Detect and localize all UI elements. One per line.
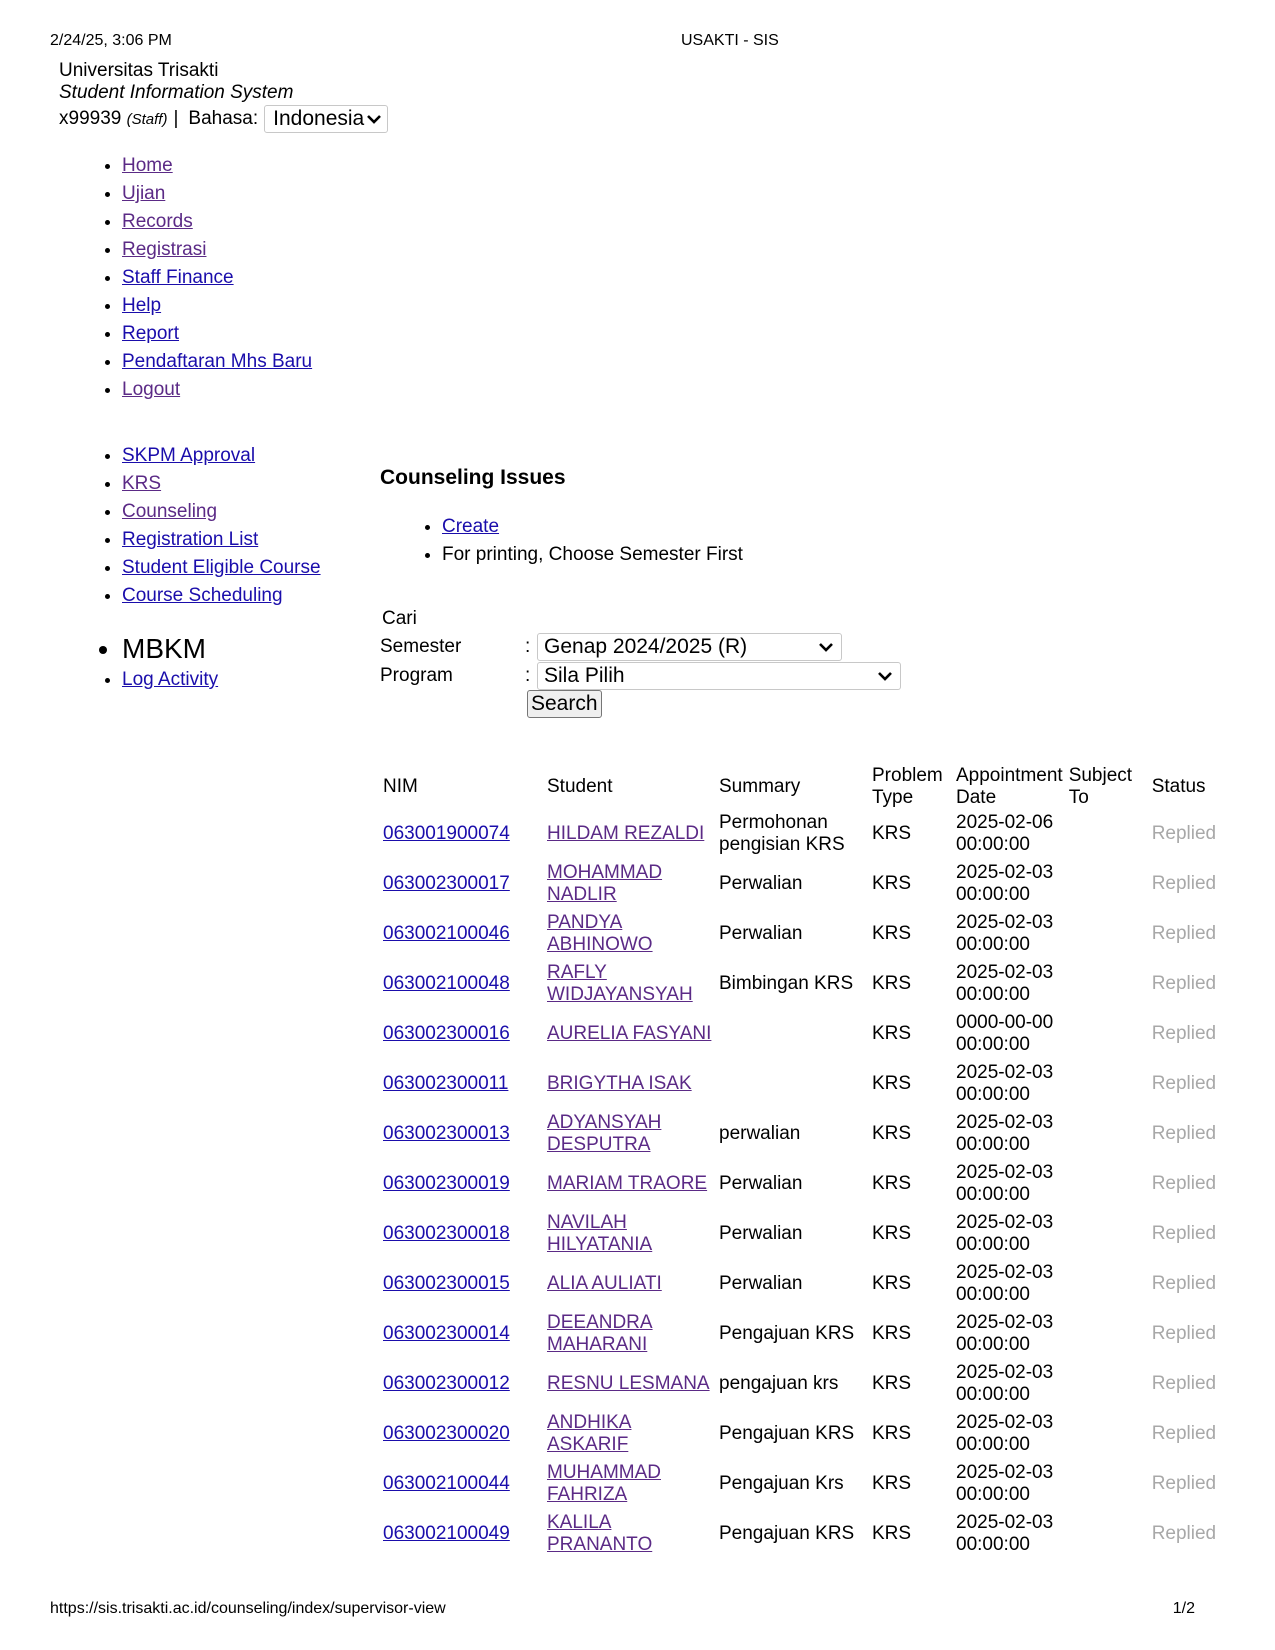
cell-status-text: Replied — [1151, 1073, 1217, 1094]
nim-link[interactable]: 063002100048 — [383, 973, 510, 994]
table-row — [380, 809, 1235, 859]
cell-problem-type — [869, 1359, 953, 1409]
cell-student — [544, 1309, 716, 1359]
cell-summary-text: Permohonan pengisian KRS — [719, 812, 845, 855]
nav-item-help — [122, 292, 312, 320]
cell-problem-type — [869, 1109, 953, 1159]
table-row — [380, 1459, 1235, 1509]
nim-link[interactable]: 063002300015 — [383, 1273, 510, 1294]
sub-nav-item-registration-list — [122, 526, 321, 554]
table-row — [380, 1509, 1235, 1559]
cell-subject-to — [1066, 1359, 1149, 1409]
cell-summary-text: Perwalian — [719, 1273, 803, 1294]
cell-problem-type-text: KRS — [872, 923, 912, 944]
cell-appointment-date-text: 2025-02-03 00:00:00 — [956, 1312, 1054, 1355]
cell-student — [544, 1059, 716, 1109]
cell-appointment-date-text: 2025-02-03 00:00:00 — [956, 1162, 1054, 1205]
nim-link[interactable]: 063002100044 — [383, 1473, 510, 1494]
table-row — [380, 1159, 1235, 1209]
print-note: For printing, Choose Semester First — [442, 544, 743, 565]
cell-subject-to — [1066, 1009, 1149, 1059]
create-link[interactable]: Create — [442, 516, 500, 537]
cell-appointment-date-text: 2025-02-03 00:00:00 — [956, 1062, 1054, 1105]
cell-student — [544, 859, 716, 909]
cell-appointment-date — [953, 1509, 1066, 1559]
cell-appointment-date — [953, 1209, 1066, 1259]
student-link[interactable]: KALILA PRANANTO — [547, 1512, 653, 1555]
cell-status-text: Replied — [1151, 1223, 1217, 1244]
cell-subject-to — [1066, 909, 1149, 959]
sub-nav-item-course-scheduling — [122, 582, 321, 610]
cell-appointment-date — [953, 1359, 1066, 1409]
semester-label: Semester — [380, 636, 462, 657]
cell-status — [1149, 1159, 1235, 1209]
cell-status-text: Replied — [1151, 1523, 1217, 1544]
nim-link[interactable]: 063002300019 — [383, 1173, 510, 1194]
cell-nim — [380, 1359, 544, 1409]
print-footer — [50, 1600, 1225, 1622]
cell-appointment-date-text: 2025-02-03 00:00:00 — [956, 1262, 1054, 1305]
cell-summary — [716, 859, 869, 909]
cell-problem-type — [869, 809, 953, 859]
cell-status — [1149, 809, 1235, 859]
nim-link[interactable]: 063002300012 — [383, 1373, 510, 1394]
nav-item-records — [122, 208, 312, 236]
cell-summary — [716, 1209, 869, 1259]
cell-subject-to — [1066, 1109, 1149, 1159]
nim-link[interactable]: 063002300018 — [383, 1223, 510, 1244]
cell-status-text: Replied — [1151, 1123, 1217, 1144]
cell-status-text: Replied — [1151, 923, 1217, 944]
cell-status — [1149, 1109, 1235, 1159]
cell-summary-text: pengajuan krs — [719, 1373, 839, 1394]
student-link[interactable]: HILDAM REZALDI — [547, 823, 705, 844]
sub-nav-link-krs[interactable]: KRS — [122, 473, 162, 494]
cell-problem-type — [869, 1209, 953, 1259]
nim-link[interactable]: 063002300020 — [383, 1423, 510, 1444]
print-doc-title: USAKTI - SIS — [681, 32, 779, 49]
nav-item-home — [122, 152, 312, 180]
cell-problem-type — [869, 1059, 953, 1109]
cell-problem-type-text: KRS — [872, 873, 912, 894]
cell-summary-text: Perwalian — [719, 1223, 803, 1244]
sub-nav-link-counseling[interactable]: Counseling — [122, 501, 218, 522]
program-row — [380, 661, 940, 691]
table-row — [380, 909, 1235, 959]
cell-problem-type-text: KRS — [872, 1473, 912, 1494]
cell-status — [1149, 1409, 1235, 1459]
cell-problem-type — [869, 909, 953, 959]
table-row — [380, 1409, 1235, 1459]
cell-subject-to — [1066, 1459, 1149, 1509]
table-row — [380, 1259, 1235, 1309]
language-select[interactable] — [264, 105, 388, 133]
student-link[interactable]: RESNU LESMANA — [547, 1373, 710, 1394]
cell-problem-type-text: KRS — [872, 823, 912, 844]
cell-subject-to — [1066, 809, 1149, 859]
cell-problem-type — [869, 1009, 953, 1059]
cell-nim — [380, 1059, 544, 1109]
cell-status — [1149, 859, 1235, 909]
nim-link[interactable]: 063002300017 — [383, 873, 510, 894]
table-row — [380, 1309, 1235, 1359]
student-link[interactable]: BRIGYTHA ISAK — [547, 1073, 692, 1094]
nav-item-log-activity — [122, 666, 218, 694]
cell-appointment-date — [953, 1009, 1066, 1059]
cell-status — [1149, 1059, 1235, 1109]
print-header — [50, 32, 1225, 54]
nav-item-report — [122, 320, 312, 348]
cell-appointment-date — [953, 1309, 1066, 1359]
student-link[interactable]: NAVILAH HILYATANIA — [547, 1212, 653, 1255]
cell-nim — [380, 1409, 544, 1459]
nav-link-records[interactable]: Records — [122, 211, 193, 232]
nav-link-pendaftaran[interactable]: Pendaftaran Mhs Baru — [122, 351, 313, 372]
table-header-row — [380, 765, 1235, 809]
cell-summary — [716, 809, 869, 859]
cell-status-text: Replied — [1151, 1273, 1217, 1294]
cell-status — [1149, 1009, 1235, 1059]
header-status: Status — [1151, 776, 1206, 797]
nim-link[interactable]: 063002300011 — [383, 1073, 509, 1094]
cell-appointment-date-text: 2025-02-03 00:00:00 — [956, 1512, 1054, 1555]
cell-nim — [380, 1159, 544, 1209]
semester-select[interactable] — [537, 633, 842, 661]
table-row — [380, 1059, 1235, 1109]
nav-link-registrasi[interactable]: Registrasi — [122, 239, 207, 260]
chevron-down-icon — [817, 638, 835, 656]
cell-status-text: Replied — [1151, 1373, 1217, 1394]
cell-nim — [380, 909, 544, 959]
cell-nim — [380, 959, 544, 1009]
nim-link[interactable]: 063002300014 — [383, 1323, 510, 1344]
nim-link[interactable]: 063001900074 — [383, 823, 510, 844]
language-value: Indonesia — [273, 107, 365, 130]
cell-nim — [380, 859, 544, 909]
cell-student — [544, 1459, 716, 1509]
print-datetime: 2/24/25, 3:06 PM — [50, 32, 172, 49]
cell-appointment-date-text: 2025-02-03 00:00:00 — [956, 1112, 1054, 1155]
cell-problem-type — [869, 1409, 953, 1459]
cell-status-text: Replied — [1151, 1323, 1217, 1344]
cell-problem-type-text: KRS — [872, 1073, 912, 1094]
header-student: Student — [547, 776, 613, 797]
cell-problem-type-text: KRS — [872, 1423, 912, 1444]
cell-summary-text: Perwalian — [719, 1173, 803, 1194]
nim-link[interactable]: 063002100046 — [383, 923, 510, 944]
cell-problem-type-text: KRS — [872, 1223, 912, 1244]
cell-status — [1149, 1359, 1235, 1409]
cell-summary — [716, 959, 869, 1009]
nim-link[interactable]: 063002300013 — [383, 1123, 510, 1144]
sub-nav-link-registration-list[interactable]: Registration List — [122, 529, 259, 550]
cell-status-text: Replied — [1151, 823, 1217, 844]
semester-value: Genap 2024/2025 (R) — [544, 635, 748, 658]
cell-status — [1149, 1209, 1235, 1259]
cell-summary — [716, 1009, 869, 1059]
extra-nav — [98, 632, 218, 694]
cell-appointment-date — [953, 1059, 1066, 1109]
sub-nav-link-skpm-approval[interactable]: SKPM Approval — [122, 445, 256, 466]
cell-status-text: Replied — [1151, 1173, 1217, 1194]
cell-subject-to — [1066, 959, 1149, 1009]
cell-student — [544, 1509, 716, 1559]
cell-problem-type-text: KRS — [872, 1023, 912, 1044]
cell-summary-text: Perwalian — [719, 923, 803, 944]
cell-appointment-date-text: 2025-02-03 00:00:00 — [956, 962, 1054, 1005]
student-link[interactable]: DEEANDRA MAHARANI — [547, 1312, 653, 1355]
student-link[interactable]: ADYANSYAH DESPUTRA — [547, 1112, 662, 1155]
cell-problem-type — [869, 1159, 953, 1209]
table-body — [380, 809, 1235, 1559]
table-row — [380, 859, 1235, 909]
nav-item-ujian — [122, 180, 312, 208]
student-link[interactable]: ALIA AULIATI — [547, 1273, 662, 1294]
cell-student — [544, 1259, 716, 1309]
cell-summary-text: Pengajuan KRS — [719, 1523, 855, 1544]
cell-student — [544, 1209, 716, 1259]
separator: | — [173, 108, 179, 129]
cell-status-text: Replied — [1151, 973, 1217, 994]
header-nim: NIM — [383, 776, 418, 797]
cell-summary — [716, 909, 869, 959]
cell-student — [544, 1409, 716, 1459]
cell-summary-text: Perwalian — [719, 873, 803, 894]
sub-nav-item-eligible-course — [122, 554, 321, 582]
cell-problem-type-text: KRS — [872, 1373, 912, 1394]
cell-problem-type-text: KRS — [872, 1323, 912, 1344]
nav-link-ujian[interactable]: Ujian — [122, 183, 166, 204]
cell-problem-type-text: KRS — [872, 1173, 912, 1194]
cell-nim — [380, 1259, 544, 1309]
cell-problem-type — [869, 1259, 953, 1309]
header-appointment-date: Appointment Date — [956, 765, 1063, 808]
cell-summary-text: Pengajuan KRS — [719, 1423, 855, 1444]
cell-summary — [716, 1359, 869, 1409]
cell-problem-type-text: KRS — [872, 1273, 912, 1294]
cell-student — [544, 1159, 716, 1209]
cell-student — [544, 959, 716, 1009]
cell-student — [544, 909, 716, 959]
semester-colon: : — [525, 636, 531, 657]
cell-nim — [380, 809, 544, 859]
cell-appointment-date — [953, 909, 1066, 959]
nav-link-log-activity[interactable]: Log Activity — [122, 669, 219, 690]
cell-summary — [716, 1459, 869, 1509]
student-link[interactable]: MUHAMMAD FAHRIZA — [547, 1462, 661, 1505]
university-name: Universitas Trisakti — [59, 60, 219, 81]
cell-nim — [380, 1009, 544, 1059]
user-id: x99939 — [59, 108, 122, 129]
student-link[interactable]: MARIAM TRAORE — [547, 1173, 708, 1194]
mbkm-label: MBKM — [122, 633, 206, 664]
cell-summary-text: perwalian — [719, 1123, 801, 1144]
student-link[interactable]: ANDHIKA ASKARIF — [547, 1412, 632, 1455]
cell-nim — [380, 1509, 544, 1559]
cell-subject-to — [1066, 1409, 1149, 1459]
chevron-down-icon — [876, 667, 894, 685]
chevron-down-icon — [365, 110, 383, 128]
student-link[interactable]: MOHAMMAD NADLIR — [547, 862, 663, 905]
table-row — [380, 1109, 1235, 1159]
table-row — [380, 959, 1235, 1009]
cell-appointment-date-text: 2025-02-06 00:00:00 — [956, 812, 1054, 855]
sub-nav-link-student-eligible-course[interactable]: Student Eligible Course — [122, 557, 321, 578]
cell-appointment-date-text: 2025-02-03 00:00:00 — [956, 912, 1054, 955]
cell-student — [544, 809, 716, 859]
table-row — [380, 1009, 1235, 1059]
cell-appointment-date — [953, 809, 1066, 859]
cell-appointment-date-text: 2025-02-03 00:00:00 — [956, 1212, 1054, 1255]
cell-problem-type — [869, 859, 953, 909]
cell-problem-type-text: KRS — [872, 1123, 912, 1144]
table-row — [380, 1359, 1235, 1409]
action-list — [418, 513, 743, 569]
cell-nim — [380, 1109, 544, 1159]
cell-subject-to — [1066, 1209, 1149, 1259]
cell-appointment-date — [953, 1259, 1066, 1309]
nav-item-pendaftaran — [122, 348, 312, 376]
cell-appointment-date-text: 2025-02-03 00:00:00 — [956, 862, 1054, 905]
print-url: https://sis.trisakti.ac.id/counseling/index/supervisor-view — [50, 1600, 446, 1617]
cell-problem-type-text: KRS — [872, 973, 912, 994]
user-role: (Staff) — [126, 110, 168, 128]
nav-item-registrasi — [122, 236, 312, 264]
cell-summary — [716, 1109, 869, 1159]
cell-status — [1149, 959, 1235, 1009]
nav-link-staff-finance[interactable]: Staff Finance — [122, 267, 234, 288]
cell-student — [544, 1109, 716, 1159]
cell-status-text: Replied — [1151, 1023, 1217, 1044]
site-brand — [59, 60, 293, 104]
action-item-create — [442, 513, 743, 541]
program-select[interactable] — [537, 662, 901, 690]
cell-appointment-date — [953, 1409, 1066, 1459]
cell-status-text: Replied — [1151, 873, 1217, 894]
cell-subject-to — [1066, 859, 1149, 909]
nav-item-mbkm[interactable] — [122, 632, 218, 666]
student-link[interactable]: AURELIA FASYANI — [547, 1023, 712, 1044]
cell-appointment-date-text: 0000-00-00 00:00:00 — [956, 1012, 1054, 1055]
sub-nav-link-course-scheduling[interactable]: Course Scheduling — [122, 585, 283, 606]
cell-student — [544, 1009, 716, 1059]
counseling-issues-table — [380, 765, 1235, 1559]
page-title: Counseling Issues — [380, 466, 566, 489]
cell-subject-to — [1066, 1509, 1149, 1559]
cell-summary — [716, 1259, 869, 1309]
cell-summary-text: Bimbingan KRS — [719, 973, 854, 994]
cell-nim — [380, 1309, 544, 1359]
cell-summary — [716, 1509, 869, 1559]
semester-row — [380, 632, 940, 662]
cell-appointment-date — [953, 1109, 1066, 1159]
cell-summary — [716, 1059, 869, 1109]
nav-link-report[interactable]: Report — [122, 323, 180, 344]
cell-status-text: Replied — [1151, 1473, 1217, 1494]
cell-summary-text: Pengajuan Krs — [719, 1473, 844, 1494]
cell-subject-to — [1066, 1159, 1149, 1209]
student-link[interactable]: PANDYA ABHINOWO — [547, 912, 653, 955]
cell-appointment-date — [953, 959, 1066, 1009]
cell-summary — [716, 1309, 869, 1359]
program-label: Program — [380, 665, 453, 686]
cell-problem-type — [869, 1309, 953, 1359]
nav-item-logout — [122, 376, 312, 404]
cell-status — [1149, 1509, 1235, 1559]
nim-link[interactable]: 063002300016 — [383, 1023, 510, 1044]
cell-status — [1149, 1259, 1235, 1309]
cell-appointment-date-text: 2025-02-03 00:00:00 — [956, 1412, 1054, 1455]
cell-nim — [380, 1459, 544, 1509]
cell-appointment-date-text: 2025-02-03 00:00:00 — [956, 1462, 1054, 1505]
search-caption: Cari — [382, 608, 417, 629]
sub-nav-item-counseling — [122, 498, 321, 526]
cell-summary-text: Pengajuan KRS — [719, 1323, 855, 1344]
system-name: Student Information System — [59, 82, 294, 103]
cell-student — [544, 1359, 716, 1409]
table-row — [380, 1209, 1235, 1259]
header-problem-type: Problem Type — [872, 765, 943, 808]
cell-summary — [716, 1159, 869, 1209]
nav-link-home[interactable]: Home — [122, 155, 173, 176]
main-nav — [98, 152, 312, 404]
cell-nim — [380, 1209, 544, 1259]
user-info-bar — [59, 104, 388, 134]
header-summary: Summary — [719, 776, 801, 797]
sub-nav-item-krs — [122, 470, 321, 498]
search-button[interactable]: Search — [527, 690, 602, 718]
cell-status — [1149, 1309, 1235, 1359]
nim-link[interactable]: 063002100049 — [383, 1523, 510, 1544]
language-label: Bahasa: — [188, 108, 259, 129]
cell-subject-to — [1066, 1259, 1149, 1309]
cell-summary — [716, 1409, 869, 1459]
program-value: Sila Pilih — [544, 664, 625, 687]
nav-link-help[interactable]: Help — [122, 295, 162, 316]
nav-item-staff-finance — [122, 264, 312, 292]
print-page-number: 1/2 — [1172, 1600, 1195, 1617]
cell-problem-type — [869, 1459, 953, 1509]
cell-status — [1149, 909, 1235, 959]
nav-link-logout[interactable]: Logout — [122, 379, 181, 400]
program-colon: : — [525, 665, 531, 686]
cell-appointment-date — [953, 1459, 1066, 1509]
student-link[interactable]: RAFLY WIDJAYANSYAH — [547, 962, 693, 1005]
cell-status — [1149, 1459, 1235, 1509]
cell-subject-to — [1066, 1309, 1149, 1359]
cell-problem-type-text: KRS — [872, 1523, 912, 1544]
header-subject-to: Subject To — [1068, 765, 1133, 808]
sub-nav — [98, 442, 321, 610]
cell-status-text: Replied — [1151, 1423, 1217, 1444]
cell-problem-type — [869, 959, 953, 1009]
action-item-print-note — [442, 541, 743, 569]
cell-appointment-date — [953, 1159, 1066, 1209]
cell-appointment-date-text: 2025-02-03 00:00:00 — [956, 1362, 1054, 1405]
cell-subject-to — [1066, 1059, 1149, 1109]
cell-appointment-date — [953, 859, 1066, 909]
sub-nav-item-skpm — [122, 442, 321, 470]
cell-problem-type — [869, 1509, 953, 1559]
